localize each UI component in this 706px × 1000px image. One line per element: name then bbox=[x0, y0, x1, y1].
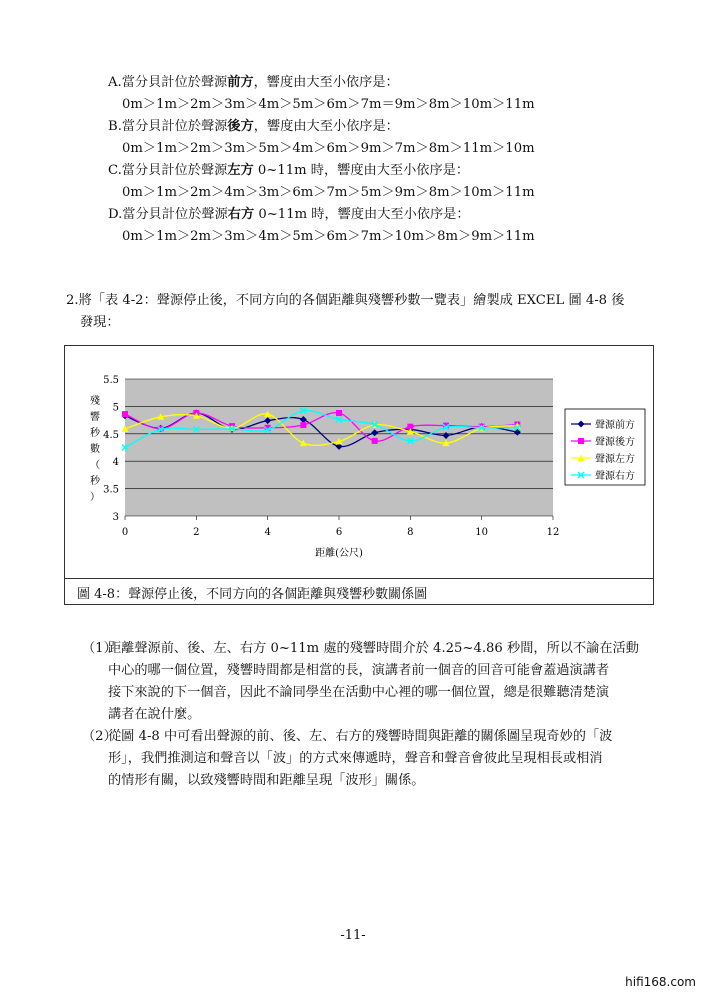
y-tick-label: 4 bbox=[112, 457, 119, 469]
finding-2-line: 形」，我們推測這和聲音以「波」的方式來傳遞時，聲音和聲音會彼此呈現相長或相消 bbox=[108, 751, 603, 766]
caption-divider bbox=[65, 578, 653, 579]
y-axis-label-char: ） bbox=[90, 492, 100, 503]
finding-2-number: （2） bbox=[82, 729, 117, 744]
ordering-b-heading: B.當分貝計位於聲源後方，響度由大至小依序是： bbox=[108, 119, 399, 134]
x-tick-label: 4 bbox=[264, 527, 271, 538]
figure-4-8 bbox=[64, 345, 654, 605]
y-axis-label-char: 響 bbox=[90, 412, 100, 423]
finding-1-line: 距離聲源前、後、左、右方 0~11m 處的殘響時間介於 4.25~4.86 秒間，所以不論在活動 bbox=[108, 641, 639, 656]
page-number: -11- bbox=[340, 928, 366, 943]
x-tick-label: 6 bbox=[335, 527, 343, 538]
finding-1-number: （1） bbox=[82, 641, 117, 656]
data-point-series-1 bbox=[372, 438, 378, 444]
ordering-d-sequence: 0m＞1m＞2m＞3m＞4m＞5m＞6m＞7m＞10m＞8m＞9m＞11m bbox=[122, 229, 535, 244]
y-axis-label-char: 秒 bbox=[90, 476, 100, 487]
finding-1-line: 中心的哪一個位置，殘響時間都是相當的長，演講者前一個音的回音可能會蓋過演講者 bbox=[108, 663, 610, 678]
x-tick-label: 2 bbox=[193, 527, 200, 538]
x-tick-label: 12 bbox=[546, 527, 560, 538]
ordering-c-sequence: 0m＞1m＞2m＞4m＞3m＞6m＞7m＞5m＞9m＞8m＞10m＞11m bbox=[122, 185, 535, 200]
item2-intro-line1: 2.將「表 4-2：聲源停止後，不同方向的各個距離與殘響秒數一覽表」繪製成 EXCEL 圖 4-8 後 bbox=[66, 293, 625, 308]
y-tick-label: 3.5 bbox=[103, 484, 119, 496]
x-tick-label: 0 bbox=[121, 527, 129, 538]
legend-label: 聲源右方 bbox=[595, 471, 635, 482]
finding-2-line: 從圖 4-8 中可看出聲源的前、後、左、右方的殘響時間與距離的關係圖呈現奇妙的「波 bbox=[108, 729, 613, 744]
data-point-series-1 bbox=[122, 411, 128, 417]
ordering-b-sequence: 0m＞1m＞2m＞3m＞5m＞4m＞6m＞9m＞7m＞8m＞11m＞10m bbox=[122, 141, 535, 156]
finding-1-line: 接下來說的下一個音，因此不論同學坐在活動中心裡的哪一個位置，總是很難聽清楚演 bbox=[108, 685, 610, 700]
data-point-series-1 bbox=[300, 422, 306, 428]
ordering-a-sequence: 0m＞1m＞2m＞3m＞4m＞5m＞6m＞7m＝9m＞8m＞10m＞11m bbox=[122, 97, 535, 112]
y-tick-label: 4.5 bbox=[103, 429, 119, 441]
watermark-text: hifi168.com bbox=[625, 975, 696, 989]
item2-intro-line2: 發現： bbox=[80, 315, 120, 330]
y-tick-label: 3 bbox=[112, 512, 119, 523]
x-axis-label: 距離(公尺) bbox=[315, 548, 363, 559]
finding-2-line: 的情形有關，以致殘響時間和距離呈現「波形」關係。 bbox=[108, 773, 425, 788]
finding-1-line: 講者在說什麼。 bbox=[108, 707, 201, 722]
x-tick-label: 8 bbox=[407, 527, 414, 538]
y-tick-label: 5 bbox=[112, 402, 119, 414]
legend-marker bbox=[578, 438, 584, 444]
y-axis-label-char: 殘 bbox=[90, 396, 100, 407]
legend-label: 聲源前方 bbox=[595, 420, 635, 431]
ordering-d-heading: D.當分貝計位於聲源右方 0~11m 時，響度由大至小依序是： bbox=[108, 207, 470, 222]
y-axis-label-char: 秒 bbox=[90, 428, 100, 439]
ordering-c-heading: C.當分貝計位於聲源左方 0~11m 時，響度由大至小依序是： bbox=[108, 163, 470, 178]
ordering-a-heading: A.當分貝計位於聲源前方，響度由大至小依序是： bbox=[108, 75, 399, 90]
legend-label: 聲源後方 bbox=[595, 437, 635, 448]
reverb-chart bbox=[65, 346, 653, 576]
legend-label: 聲源左方 bbox=[595, 454, 635, 465]
y-axis-label-char: 數 bbox=[90, 444, 100, 455]
x-tick-label: 10 bbox=[475, 527, 489, 538]
figure-caption: 圖 4-8：聲源停止後，不同方向的各個距離與殘響秒數關係圖 bbox=[77, 587, 428, 602]
y-tick-label: 5.5 bbox=[103, 375, 119, 386]
data-point-series-1 bbox=[336, 410, 342, 416]
y-axis-label-char: （ bbox=[90, 460, 100, 471]
